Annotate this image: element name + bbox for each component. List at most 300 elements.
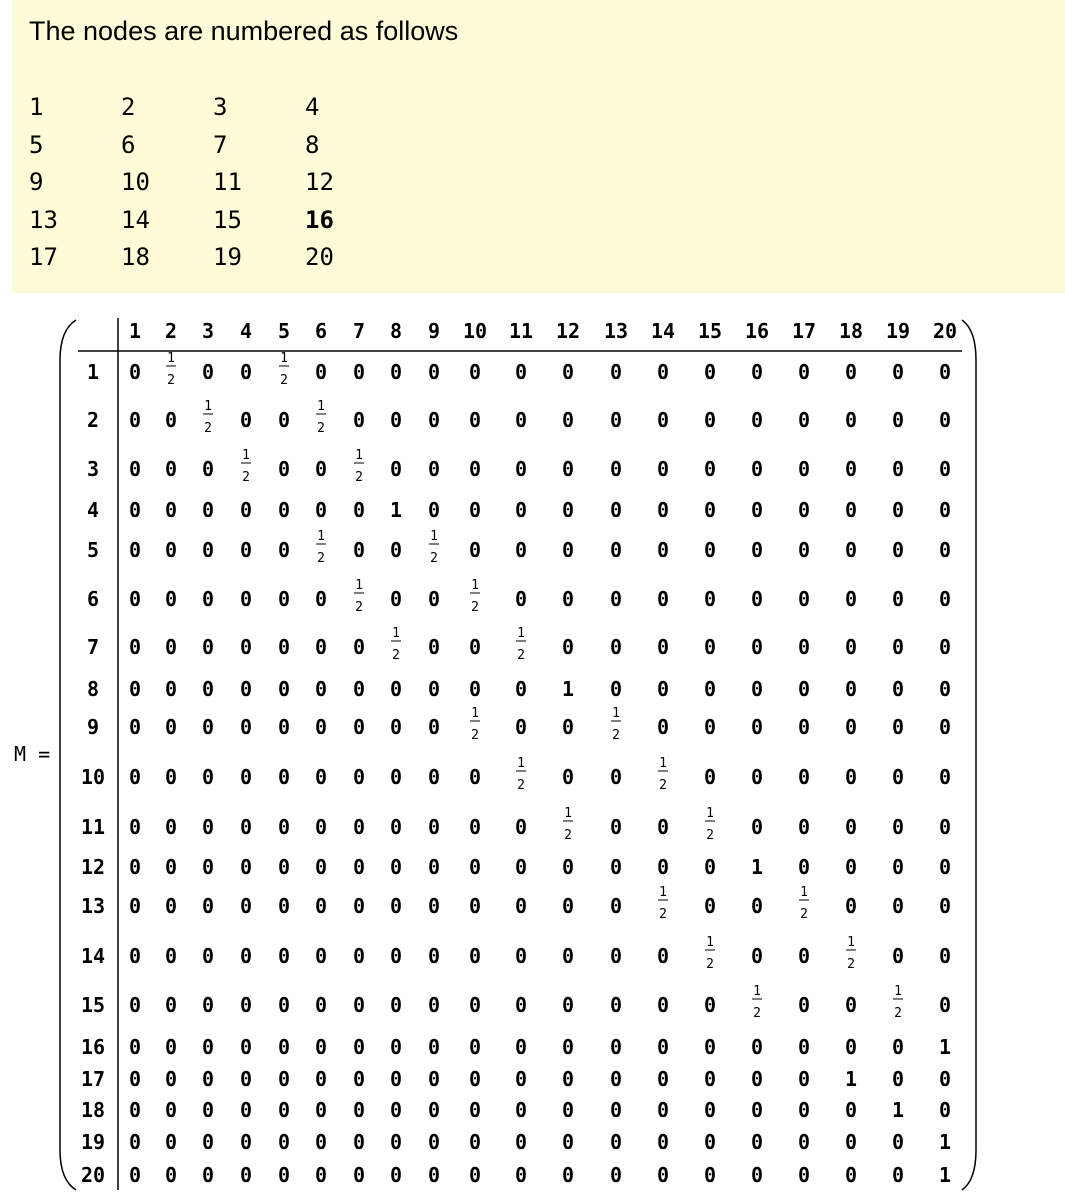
matrix-cell: 0 [750, 538, 764, 562]
matrix-cell: 0 [703, 457, 717, 481]
matrix-cell: 0 [427, 993, 441, 1017]
matrix-cell: 0 [891, 1035, 905, 1059]
matrix-cell: 0 [609, 457, 623, 481]
matrix-cell: 0 [891, 715, 905, 739]
matrix-cell: 0 [514, 587, 528, 611]
matrix-cell: 0 [938, 635, 952, 659]
fraction-denominator: 2 [430, 551, 438, 566]
matrix-row-header: 17 [80, 1067, 106, 1091]
matrix-cell: 0 [561, 457, 575, 481]
matrix-cell: 0 [938, 855, 952, 879]
matrix-cell: 0 [656, 457, 670, 481]
matrix-cell: 0 [891, 944, 905, 968]
matrix-cell: 0 [468, 855, 482, 879]
matrix-cell: 0 [797, 457, 811, 481]
matrix-cell: 0 [514, 1067, 528, 1091]
matrix-cell: 0 [201, 1130, 215, 1154]
matrix-cell: 0 [277, 635, 291, 659]
matrix-cell: 0 [656, 993, 670, 1017]
matrix-cell: 0 [352, 1067, 366, 1091]
matrix-row-header: 2 [86, 408, 100, 432]
fraction-denominator: 2 [800, 907, 808, 922]
fraction-numerator: 1 [517, 626, 525, 641]
matrix-column-header: 12 [555, 319, 581, 343]
matrix-cell: 0 [468, 944, 482, 968]
matrix-cell: 0 [797, 944, 811, 968]
matrix-cell: 0 [561, 1035, 575, 1059]
matrix-cell: 0 [277, 944, 291, 968]
matrix-cell: 0 [514, 715, 528, 739]
fraction-numerator: 1 [317, 529, 325, 544]
matrix-cell: 0 [609, 993, 623, 1017]
matrix-cell: 0 [427, 1098, 441, 1122]
matrix-cell: 0 [201, 855, 215, 879]
matrix-cell: 0 [609, 360, 623, 384]
matrix-column-header: 11 [508, 319, 534, 343]
matrix-row-header: 15 [80, 993, 106, 1017]
matrix-cell: 0 [389, 408, 403, 432]
matrix-cell: 0 [514, 1130, 528, 1154]
matrix-cell: 0 [703, 635, 717, 659]
node-number: 10 [121, 168, 150, 196]
matrix-cell: 0 [277, 677, 291, 701]
matrix-cell: 0 [239, 587, 253, 611]
matrix-cell: 0 [750, 1163, 764, 1187]
matrix-row-header: 5 [86, 538, 100, 562]
matrix-cell: 0 [164, 855, 178, 879]
matrix-cell: 0 [239, 677, 253, 701]
matrix-cell: 0 [514, 894, 528, 918]
matrix-cell: 0 [891, 677, 905, 701]
matrix-cell: 0 [703, 715, 717, 739]
matrix-cell: 0 [468, 1163, 482, 1187]
matrix-cell: 1 [938, 1130, 952, 1154]
matrix-cell: 0 [128, 1163, 142, 1187]
matrix-cell: 0 [314, 765, 328, 789]
matrix-column-header: 1 [128, 319, 142, 343]
matrix-cell: 0 [750, 815, 764, 839]
matrix-cell: 0 [514, 457, 528, 481]
matrix-row-header: 13 [80, 894, 106, 918]
matrix-cell: 0 [314, 894, 328, 918]
matrix-cell: 0 [277, 993, 291, 1017]
matrix-cell: 0 [703, 1035, 717, 1059]
matrix-cell: 0 [703, 498, 717, 522]
matrix-cell: 0 [797, 635, 811, 659]
matrix-cell: 0 [609, 408, 623, 432]
matrix-cell: 0 [389, 587, 403, 611]
matrix-cell: 0 [314, 587, 328, 611]
node-number: 18 [121, 243, 150, 271]
matrix-cell: 0 [797, 498, 811, 522]
matrix-cell: 0 [750, 765, 764, 789]
matrix-cell: 0 [201, 1098, 215, 1122]
matrix-cell: 0 [164, 1130, 178, 1154]
matrix-cell: 0 [352, 360, 366, 384]
fraction-denominator: 2 [317, 421, 325, 436]
matrix-cell: 0 [201, 1163, 215, 1187]
matrix-cell: 0 [750, 944, 764, 968]
matrix-cell: 0 [561, 498, 575, 522]
matrix-cell: 0 [352, 1163, 366, 1187]
matrix-row-header: 16 [80, 1035, 106, 1059]
matrix-cell: 0 [277, 765, 291, 789]
matrix-row-header: 9 [86, 715, 100, 739]
matrix-cell: 0 [844, 1098, 858, 1122]
matrix-cell: 0 [609, 1067, 623, 1091]
matrix-cell: 0 [427, 360, 441, 384]
matrix-cell: 0 [128, 1035, 142, 1059]
matrix-cell: 0 [389, 538, 403, 562]
matrix-cell: 0 [352, 408, 366, 432]
matrix-cell: 1 [561, 677, 575, 701]
matrix-cell: 0 [891, 457, 905, 481]
matrix-cell: 0 [468, 993, 482, 1017]
matrix-column-header: 5 [277, 319, 291, 343]
matrix-cell: 0 [514, 677, 528, 701]
matrix-cell: 0 [164, 408, 178, 432]
matrix-cell: 0 [277, 538, 291, 562]
matrix-cell: 0 [703, 765, 717, 789]
matrix-cell: 0 [239, 1035, 253, 1059]
fraction-numerator: 1 [471, 706, 479, 721]
fraction-numerator: 1 [430, 529, 438, 544]
matrix-cell: 0 [468, 635, 482, 659]
matrix-cell: 0 [797, 408, 811, 432]
matrix-cell: 0 [239, 635, 253, 659]
node-number: 7 [213, 130, 228, 159]
matrix-column-header: 4 [239, 319, 253, 343]
matrix-cell: 0 [844, 360, 858, 384]
matrix-cell: 0 [561, 855, 575, 879]
matrix-cell: 0 [844, 587, 858, 611]
matrix-cell: 0 [468, 1098, 482, 1122]
matrix-cell: 1 [938, 1163, 952, 1187]
matrix-cell: 0 [427, 1067, 441, 1091]
matrix-cell: 0 [797, 1035, 811, 1059]
matrix-cell: 0 [703, 894, 717, 918]
matrix-cell: 0 [561, 765, 575, 789]
matrix-cell: 0 [468, 538, 482, 562]
matrix-cell: 0 [352, 1130, 366, 1154]
matrix-cell: 0 [844, 1130, 858, 1154]
matrix-cell: 0 [891, 635, 905, 659]
matrix-cell: 0 [656, 1163, 670, 1187]
fraction-numerator: 1 [800, 885, 808, 900]
matrix-cell: 0 [891, 1130, 905, 1154]
fraction-numerator: 1 [706, 935, 714, 950]
matrix-cell: 0 [797, 993, 811, 1017]
matrix-cell: 0 [201, 1067, 215, 1091]
matrix-cell: 0 [314, 815, 328, 839]
matrix-cell: 0 [128, 498, 142, 522]
matrix-cell: 0 [938, 815, 952, 839]
matrix-cell: 0 [277, 1098, 291, 1122]
matrix-column-header: 7 [352, 319, 366, 343]
matrix-cell: 0 [891, 360, 905, 384]
node-number: 8 [305, 130, 320, 159]
matrix-cell: 0 [164, 993, 178, 1017]
matrix-cell: 0 [352, 993, 366, 1017]
fraction-denominator: 2 [471, 600, 479, 615]
matrix-cell: 1 [938, 1035, 952, 1059]
matrix-cell: 0 [239, 360, 253, 384]
matrix-right-bracket [962, 320, 976, 1190]
matrix-row-header: 3 [86, 457, 100, 481]
matrix-cell: 0 [389, 715, 403, 739]
matrix-cell: 0 [314, 993, 328, 1017]
node-number: 11 [213, 168, 242, 196]
matrix-cell: 0 [703, 677, 717, 701]
matrix-cell: 0 [427, 587, 441, 611]
matrix-cell: 0 [609, 894, 623, 918]
matrix-cell: 0 [844, 457, 858, 481]
matrix-cell: 0 [561, 635, 575, 659]
matrix-cell: 0 [468, 457, 482, 481]
fraction-numerator: 1 [659, 885, 667, 900]
matrix-cell: 0 [656, 587, 670, 611]
matrix-cell: 0 [938, 457, 952, 481]
fraction-denominator: 2 [564, 828, 572, 843]
matrix-cell: 0 [844, 408, 858, 432]
matrix-cell: 0 [656, 944, 670, 968]
matrix-cell: 0 [609, 1130, 623, 1154]
matrix-cell: 0 [314, 677, 328, 701]
matrix-cell: 0 [468, 677, 482, 701]
matrix-cell: 0 [239, 1163, 253, 1187]
matrix-cell: 0 [427, 677, 441, 701]
matrix-cell: 0 [656, 855, 670, 879]
fraction-numerator: 1 [167, 351, 175, 366]
matrix-cell: 0 [201, 1035, 215, 1059]
matrix-cell: 0 [201, 538, 215, 562]
matrix-cell: 0 [703, 1067, 717, 1091]
matrix-row-header: 18 [80, 1098, 106, 1122]
matrix-cell: 0 [239, 765, 253, 789]
matrix-cell: 0 [938, 408, 952, 432]
matrix-cell: 0 [844, 815, 858, 839]
matrix-cell: 0 [128, 408, 142, 432]
matrix-cell: 0 [891, 894, 905, 918]
matrix-row-header: 20 [80, 1163, 106, 1187]
matrix-cell: 0 [561, 408, 575, 432]
matrix-cell: 0 [352, 894, 366, 918]
matrix-cell: 0 [389, 855, 403, 879]
matrix-row-header: 7 [86, 635, 100, 659]
fraction-numerator: 1 [355, 448, 363, 463]
matrix-cell: 0 [938, 587, 952, 611]
matrix-column-header: 14 [650, 319, 676, 343]
matrix-cell: 0 [128, 1130, 142, 1154]
matrix-cell: 0 [128, 1067, 142, 1091]
matrix-cell: 0 [201, 894, 215, 918]
matrix-cell: 0 [468, 894, 482, 918]
matrix-cell: 0 [352, 677, 366, 701]
matrix-cell: 0 [128, 993, 142, 1017]
node-number: 16 [305, 205, 334, 234]
matrix-cell: 0 [609, 538, 623, 562]
matrix-cell: 0 [514, 1035, 528, 1059]
matrix-cell: 0 [277, 1067, 291, 1091]
matrix-cell: 0 [468, 360, 482, 384]
matrix-column-header: 20 [932, 319, 958, 343]
node-number: 12 [305, 168, 334, 196]
matrix-cell: 0 [656, 715, 670, 739]
matrix-cell: 0 [352, 635, 366, 659]
matrix-cell: 0 [656, 538, 670, 562]
node-number: 2 [121, 93, 136, 121]
fraction-denominator: 2 [753, 1006, 761, 1021]
matrix-cell: 0 [427, 894, 441, 918]
matrix-cell: 0 [239, 538, 253, 562]
matrix-cell: 0 [389, 1035, 403, 1059]
matrix-cell: 0 [201, 498, 215, 522]
matrix-cell: 0 [938, 677, 952, 701]
matrix-cell: 0 [797, 1130, 811, 1154]
matrix-cell: 0 [128, 457, 142, 481]
matrix-cell: 0 [427, 765, 441, 789]
matrix-cell: 0 [239, 1067, 253, 1091]
matrix-cell: 0 [514, 498, 528, 522]
matrix-cell: 0 [239, 498, 253, 522]
matrix-cell: 0 [750, 1067, 764, 1091]
fraction-numerator: 1 [659, 756, 667, 771]
matrix-cell: 0 [201, 944, 215, 968]
matrix-cell: 0 [656, 360, 670, 384]
matrix-cell: 0 [468, 498, 482, 522]
matrix-cell: 0 [201, 457, 215, 481]
matrix-cell: 0 [352, 855, 366, 879]
fraction-denominator: 2 [659, 778, 667, 793]
matrix-cell: 0 [314, 360, 328, 384]
matrix-cell: 0 [561, 587, 575, 611]
matrix-cell: 0 [750, 457, 764, 481]
matrix-row-header: 6 [86, 587, 100, 611]
matrix-row-header: 19 [80, 1130, 106, 1154]
matrix-cell: 0 [239, 855, 253, 879]
matrix-cell: 0 [164, 1098, 178, 1122]
matrix-cell: 0 [201, 587, 215, 611]
matrix-cell: 0 [938, 765, 952, 789]
matrix-cell: 0 [561, 715, 575, 739]
matrix-column-header: 3 [201, 319, 215, 343]
matrix-cell: 0 [164, 677, 178, 701]
matrix-column-header: 13 [603, 319, 629, 343]
matrix-cell: 0 [891, 815, 905, 839]
matrix-cell: 0 [844, 635, 858, 659]
matrix-cell: 0 [703, 1098, 717, 1122]
matrix-cell: 0 [128, 894, 142, 918]
matrix-cell: 0 [389, 894, 403, 918]
matrix-cell: 0 [561, 360, 575, 384]
matrix-column-header: 16 [744, 319, 770, 343]
matrix-cell: 0 [797, 1067, 811, 1091]
matrix-row-header: 8 [86, 677, 100, 701]
fraction-denominator: 2 [355, 600, 363, 615]
matrix-cell: 0 [352, 498, 366, 522]
matrix-cell: 0 [314, 1035, 328, 1059]
matrix-cell: 0 [239, 815, 253, 839]
matrix-cell: 0 [389, 1067, 403, 1091]
matrix-cell: 0 [938, 715, 952, 739]
matrix-cell: 0 [703, 538, 717, 562]
matrix-cell: 0 [128, 715, 142, 739]
matrix-cell: 0 [389, 360, 403, 384]
matrix-cell: 0 [389, 1130, 403, 1154]
matrix-cell: 0 [128, 855, 142, 879]
matrix-cell: 0 [314, 1163, 328, 1187]
matrix-cell: 0 [164, 457, 178, 481]
node-number: 19 [213, 243, 242, 271]
matrix-cell: 0 [797, 715, 811, 739]
node-number: 13 [29, 205, 58, 234]
matrix-cell: 0 [128, 538, 142, 562]
matrix-cell: 0 [128, 815, 142, 839]
matrix-cell: 0 [609, 765, 623, 789]
fraction-denominator: 2 [242, 470, 250, 485]
matrix-cell: 0 [352, 944, 366, 968]
matrix-cell: 0 [164, 587, 178, 611]
matrix-cell: 0 [201, 677, 215, 701]
matrix-cell: 0 [797, 677, 811, 701]
matrix-cell: 0 [844, 1035, 858, 1059]
matrix-cell: 0 [656, 635, 670, 659]
matrix-cell: 0 [938, 498, 952, 522]
matrix-cell: 0 [468, 1067, 482, 1091]
matrix-cell: 0 [891, 1067, 905, 1091]
matrix-cell: 0 [389, 815, 403, 839]
matrix-cell: 0 [703, 993, 717, 1017]
matrix-cell: 0 [514, 815, 528, 839]
matrix-cell: 0 [201, 715, 215, 739]
matrix-cell: 0 [314, 944, 328, 968]
fraction-denominator: 2 [280, 373, 288, 388]
matrix-cell: 0 [277, 498, 291, 522]
matrix-cell: 0 [164, 1067, 178, 1091]
matrix-cell: 0 [128, 765, 142, 789]
matrix-cell: 0 [164, 635, 178, 659]
matrix-cell: 0 [277, 408, 291, 432]
node-number: 4 [305, 93, 320, 121]
matrix-cell: 0 [201, 815, 215, 839]
matrix-cell: 0 [938, 1067, 952, 1091]
matrix-cell: 0 [844, 498, 858, 522]
matrix-cell: 0 [427, 457, 441, 481]
matrix-cell: 0 [561, 993, 575, 1017]
matrix-cell: 0 [239, 993, 253, 1017]
node-number: 20 [305, 243, 334, 271]
matrix-cell: 0 [891, 498, 905, 522]
fraction-denominator: 2 [317, 551, 325, 566]
matrix-cell: 0 [656, 1098, 670, 1122]
matrix-cell: 0 [561, 1067, 575, 1091]
matrix-cell: 0 [314, 1130, 328, 1154]
matrix-cell: 0 [352, 715, 366, 739]
matrix-cell: 0 [656, 677, 670, 701]
matrix-cell: 0 [427, 408, 441, 432]
matrix-cell: 0 [128, 1098, 142, 1122]
matrix-cell: 0 [703, 1130, 717, 1154]
matrix-cell: 0 [201, 993, 215, 1017]
fraction-denominator: 2 [894, 1006, 902, 1021]
matrix-cell: 0 [797, 765, 811, 789]
matrix-cell: 0 [797, 1163, 811, 1187]
matrix-cell: 0 [938, 944, 952, 968]
matrix-cell: 0 [468, 815, 482, 839]
matrix-cell: 0 [609, 1163, 623, 1187]
matrix-cell: 0 [314, 457, 328, 481]
matrix-cell: 0 [314, 1098, 328, 1122]
